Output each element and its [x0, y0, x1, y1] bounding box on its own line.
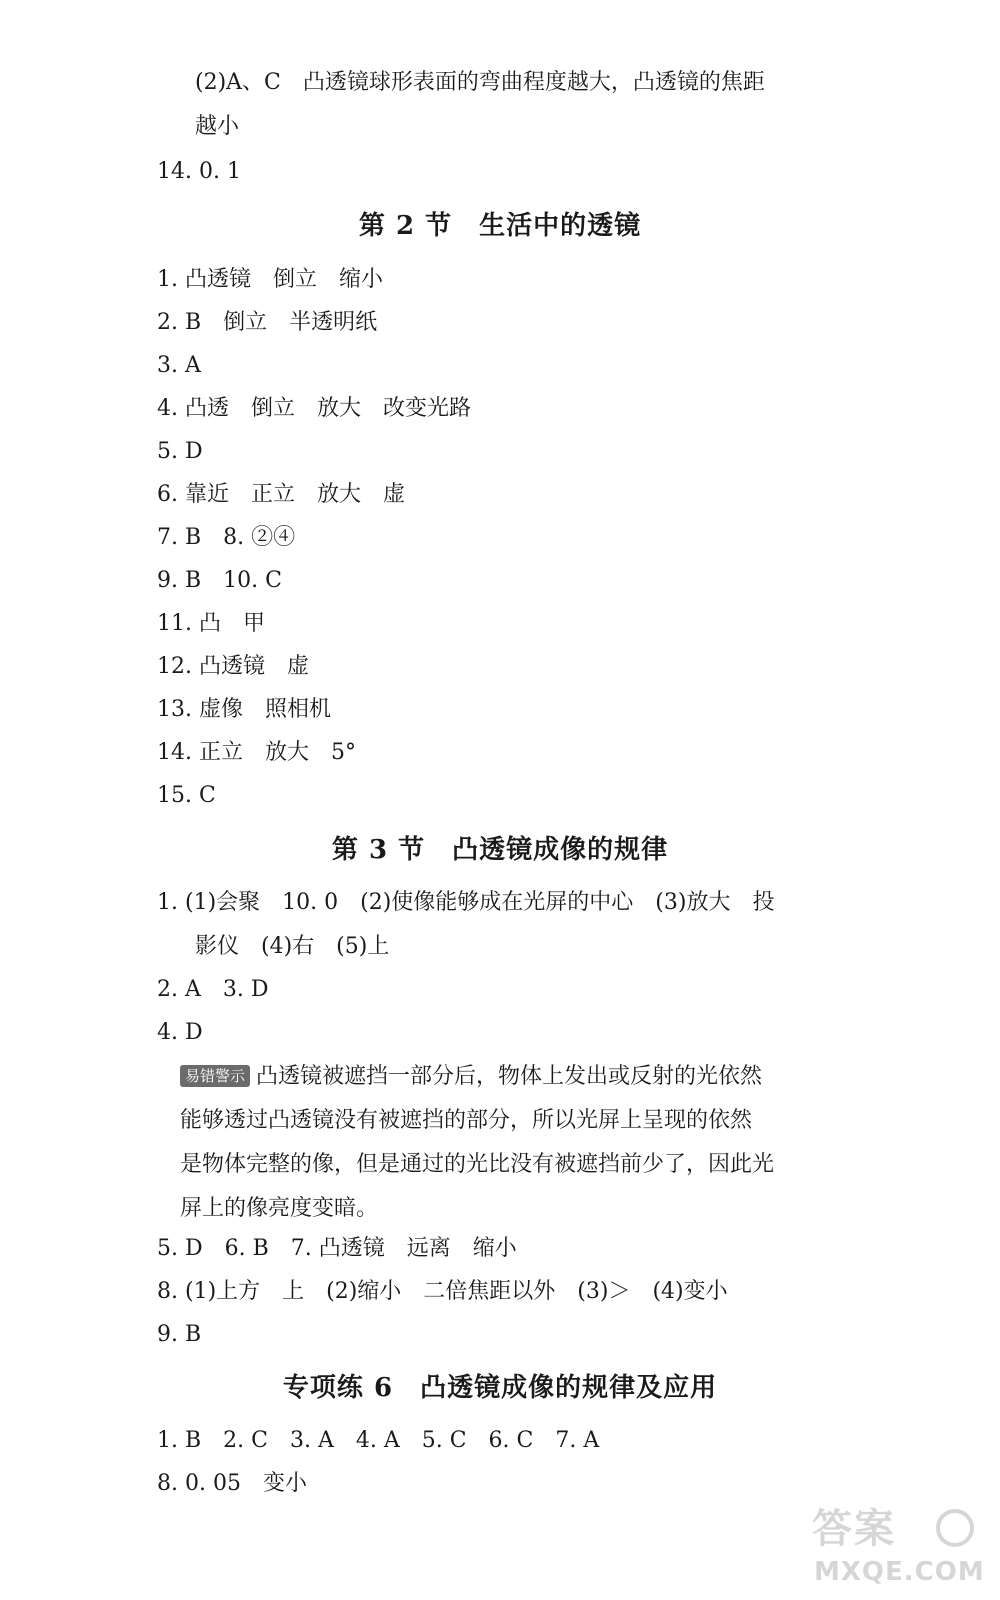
continuation-line-2: 越小: [195, 114, 240, 139]
tip-line-3: 是物体完整的像，但是通过的光比没有被遮挡前少了，因此光: [180, 1152, 775, 1177]
tip-line-4: 屏上的像亮度变暗。: [180, 1196, 379, 1221]
section-2-answer: 4. 凸透 倒立 放大 改变光路: [157, 396, 471, 421]
section-2-answer: 2. B 倒立 半透明纸: [157, 310, 378, 335]
section-2-answer: 6. 靠近 正立 放大 虚: [157, 482, 405, 507]
section-3-title: 第 3 节 凸透镜成像的规律: [331, 835, 669, 865]
tip-line-1: [180, 1062, 762, 1092]
section-3-answer-8: 8. (1)上方 上 (2)缩小 二倍焦距以外 (3)＞ (4)变小: [157, 1279, 728, 1304]
section-2-answer: 14. 正立 放大 5°: [157, 740, 356, 765]
section-3-answer-5: 5. D 6. B 7. 凸透镜 远离 缩小: [157, 1236, 517, 1261]
site-watermark: [812, 1505, 985, 1595]
tip-line-2: 能够透过凸透镜没有被遮挡的部分，所以光屏上呈现的依然: [180, 1108, 753, 1133]
watermark-circle-icon: [936, 1509, 974, 1547]
special-6-answer-8: 8. 0. 05 变小: [157, 1471, 307, 1496]
section-2-answer: 9. B 10. C: [157, 568, 282, 593]
section-2-answer: 13. 虚像 照相机: [157, 697, 331, 722]
section-3-answer-9: 9. B: [157, 1322, 202, 1347]
section-3-answer-1-line-2: 影仪 (4)右 (5)上: [195, 934, 390, 959]
section-2-answer: 1. 凸透镜 倒立 缩小: [157, 267, 383, 292]
section-2-answer: 3. A: [157, 353, 201, 378]
watermark-bottom-text: MXQE.COM: [814, 1557, 985, 1587]
section-2-answer: 7. B 8. ②④: [157, 525, 296, 550]
section-2-answer: 5. D: [157, 439, 203, 464]
section-3-answer-2: 2. A 3. D: [157, 977, 269, 1002]
special-6-title: 专项练 6 凸透镜成像的规律及应用: [282, 1373, 718, 1403]
error-warning-badge: 易错警示: [180, 1065, 250, 1087]
section-3-answer-1-line-1: 1. (1)会聚 10. 0 (2)使像能够成在光屏的中心 (3)放大 投: [157, 890, 775, 915]
section-2-title: 第 2 节 生活中的透镜: [358, 211, 642, 241]
section-2-answer: 15. C: [157, 783, 216, 808]
section-2-answer: 12. 凸透镜 虚: [157, 654, 309, 679]
watermark-top-text: 答案: [812, 1506, 896, 1552]
tip-text: 凸透镜被遮挡一部分后，物体上发出或反射的光依然: [256, 1064, 763, 1089]
continuation-line-1: (2)A、C 凸透镜球形表面的弯曲程度越大，凸透镜的焦距: [195, 70, 765, 95]
section-2-answer: 11. 凸 甲: [157, 611, 265, 636]
continuation-line-3: 14. 0. 1: [157, 159, 241, 184]
special-6-answer-1: 1. B 2. C 3. A 4. A 5. C 6. C 7. A: [157, 1428, 600, 1453]
section-3-answer-4: 4. D: [157, 1020, 203, 1045]
